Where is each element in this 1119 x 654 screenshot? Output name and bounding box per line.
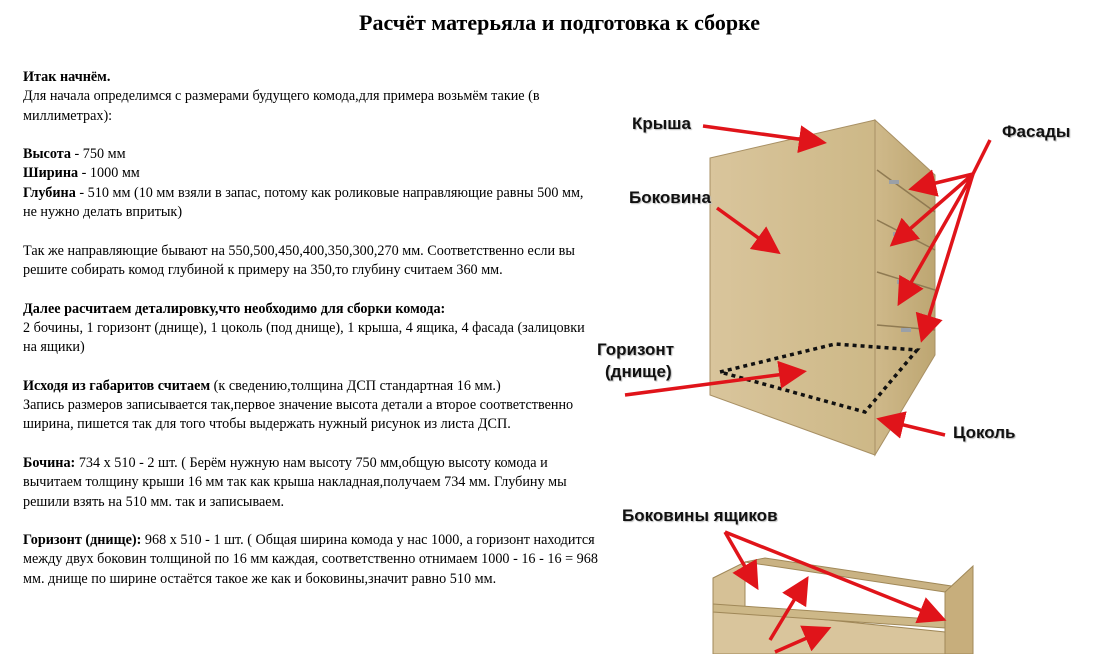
details-heading: Далее расчитаем деталировку,что необходимо для сборки комода:: [23, 300, 446, 317]
height-value: - 750 мм: [70, 146, 126, 163]
side-panel-shape: [710, 120, 875, 455]
drawer-side-arrow-2: [725, 532, 940, 618]
label-side: Боковина: [629, 188, 711, 207]
handle-1: [889, 180, 899, 184]
roof-arrow: [703, 126, 820, 142]
depth-value: - 510 мм (10 мм взяли в запас, потому как роликовые направляющие равны 500 мм, не нужно делать впритык): [23, 184, 584, 221]
side-panel-label: Бочина:: [23, 454, 76, 471]
side-panel-paragraph: [23, 454, 598, 512]
bottom-panel-text: 968 x 510 - 1 шт. ( Общая ширина комода у нас 1000, а горизонт находится между двух боковин толщиной по 16 мм каждая, соответственно отнимаем 1000 - 16 - 16 = 968 мм. днище по ширине остаётся такое же как и боковины,значит равно 510 мм.: [23, 532, 598, 587]
label-drawer-sides: Боковины ящиков: [622, 506, 778, 525]
drawer-back-panel: [745, 558, 965, 592]
depth-label: Глубина: [23, 184, 76, 201]
drawer-side-right: [945, 566, 973, 654]
drawer-diagram: [595, 500, 1119, 654]
article-text: [23, 68, 598, 608]
page-title: Расчёт матерьяла и подготовка к сборке: [359, 10, 760, 35]
label-horizon-line1: Горизонт: [597, 340, 675, 359]
details-paragraph: [23, 300, 598, 358]
bottom-panel-label: Горизонт (днище):: [23, 532, 142, 549]
dresser-diagram: [595, 100, 1119, 470]
width-value: - 1000 мм: [78, 165, 140, 182]
label-facades: Фасады: [1002, 122, 1071, 141]
guides-paragraph: Так же направляющие бывают на 550,500,450,400,350,300,270 мм. Соответственно если вы решите собирать комод глубиной к примеру на 350,то глубину считаем 360 мм.: [23, 242, 575, 278]
height-label: Высота: [23, 146, 71, 163]
handle-4: [901, 328, 911, 332]
sizes-text: Запись размеров записывается так,первое значение высота детали а второе соответственно ширина, пишется так для того чтобы выдержать нужный рисунок из листа ДСП.: [23, 397, 574, 433]
details-text: 2 бочины, 1 горизонт (днище), 1 цоколь (под днище), 1 крыша, 4 ящика, 4 фасада (залицовки на ящики): [23, 319, 585, 356]
intro-text: Для начала определимся с размерами будущего комода,для примера возьмём такие (в миллиметрах):: [23, 88, 540, 124]
label-roof: Крыша: [632, 114, 691, 133]
sizes-paragraph: [23, 377, 598, 435]
bottom-panel-paragraph: [23, 531, 598, 589]
plinth-arrow: [883, 420, 945, 435]
dresser-drawing: [595, 100, 1119, 470]
handle-3: [897, 280, 907, 284]
sizes-note: (к сведению,толщина ДСП стандартная 16 мм.): [210, 377, 501, 394]
label-horizon-line2: (днище): [605, 362, 672, 381]
sizes-heading: Исходя из габаритов считаем: [23, 377, 211, 394]
side-panel-text: 734 x 510 - 2 шт. ( Берём нужную нам высоту 750 мм,общую высоту комода и вычитаем толщину крыши 16 мм так как крыша накладная,получаем 734 мм. Глубину мы решили взять на 510 мм. так и записываем.: [23, 454, 567, 510]
dimensions-paragraph: [23, 145, 598, 222]
intro-heading: Итак начнём.: [23, 69, 111, 85]
intro-paragraph: [23, 68, 598, 126]
width-label: Ширина: [23, 165, 79, 182]
facade-leader: [973, 140, 990, 174]
label-plinth: Цоколь: [953, 423, 1016, 442]
